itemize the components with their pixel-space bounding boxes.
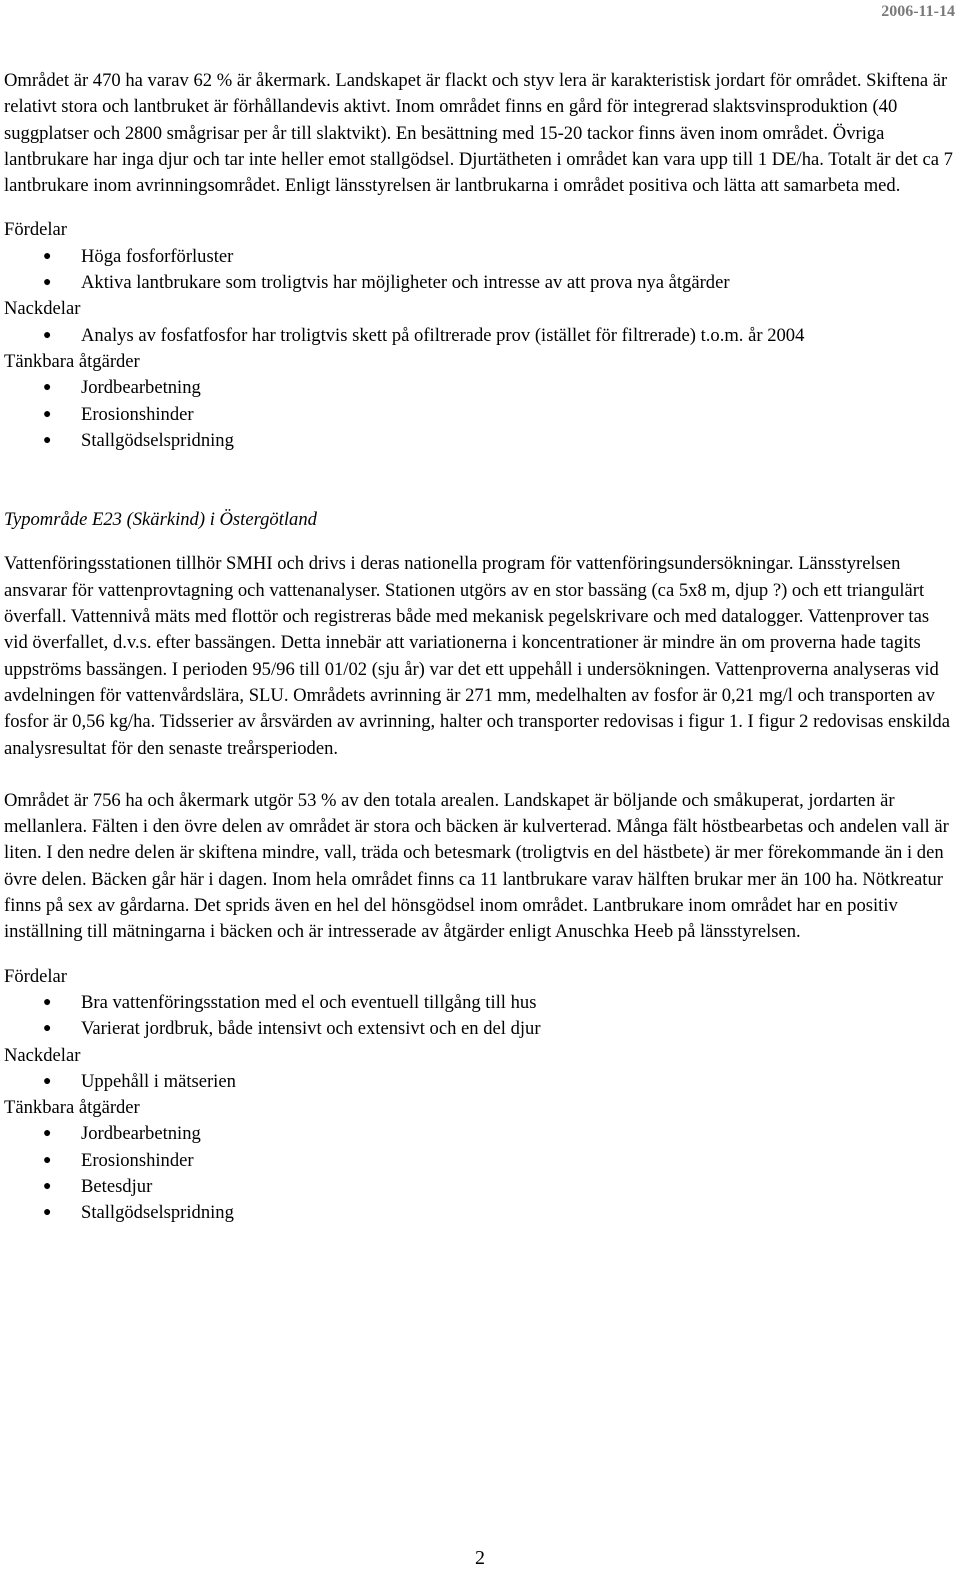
bullet-icon: ● [43, 1152, 52, 1168]
section1-fordelar-list [4, 244, 954, 297]
bullet-icon: ● [43, 1073, 52, 1089]
section2-nackdelar-list [4, 1069, 954, 1095]
list-item: ● Betesdjur [4, 1174, 954, 1200]
page-number: 2 [475, 1547, 485, 1569]
list-item: ● Erosionshinder [4, 1148, 954, 1174]
intro-paragraph: Området är 470 ha varav 62 % är åkermark. Landskapet är flackt och styv lera är karakteristisk jordart för området. Skiftena är relativt stora och lantbruket är förhållandevis aktivt. Inom området finns en gård för integrerad slaktsvinsproduktion (40 suggplatser och 2800 smågrisar per år till slaktvikt). En besättning med 15-20 tackor finns även inom området. Övriga lantbrukare har inga djur och tar inte heller emot stallgödsel. Djurtätheten i området kan vara upp till 1 DE/ha. Totalt är det ca 7 lantbrukare inom avrinningsområdet. Enligt länsstyrelsen är lantbrukarna i området positiva och lätta att samarbeta med. [4, 70, 953, 197]
list-item: ● Jordbearbetning [4, 1121, 954, 1147]
section2-atgarder-heading: Tänkbara åtgärder [4, 1097, 140, 1119]
section1-nackdelar-list [4, 323, 954, 349]
bullet-icon: ● [43, 432, 52, 448]
bullet-icon: ● [43, 1205, 52, 1221]
bullet-icon: ● [43, 275, 52, 291]
section2-title: Typområde E23 (Skärkind) i Östergötland [4, 509, 317, 531]
list-item: ● Aktiva lantbrukare som troligtvis har möjligheter och intresse av att prova nya åtgärder [4, 270, 954, 296]
section1-fordelar-heading: Fördelar [4, 219, 67, 241]
section2-fordelar-heading: Fördelar [4, 965, 67, 987]
section1-atgarder-list [4, 375, 954, 454]
bullet-icon: ● [43, 327, 52, 343]
list-item: ● Erosionshinder [4, 402, 954, 428]
section2-paragraph-2: Området är 756 ha och åkermark utgör 53 % av den totala arealen. Landskapet är böljande och småkuperat, jordarten är mellanlera. Fälten i den övre delen av området är stora och bäcken är kulverterad. Många fält höstbearbetas och andelen vall är liten. I den nedre delen är skiftena mindre, vall, träda och betesmark (troligtvis en del hästbete) är mer förekommande än i den övre delen. Bäcken går här i dagen. Inom hela området finns ca 11 lantbrukare varav hälften brukar mer än 100 ha. Nötkreatur finns på sex av gårdarna. Det sprids även en hel del hönsgödsel inom området. Lantbrukare inom området har en positiv inställning till mätningarna i bäcken och är intresserade av åtgärder enligt Anuschka Heeb på länsstyrelsen. [4, 789, 949, 943]
section2-atgarder-list [4, 1121, 954, 1226]
section1-atgarder-heading: Tänkbara åtgärder [4, 350, 140, 372]
list-item: ● Bra vattenföringsstation med el och eventuell tillgång till hus [4, 990, 954, 1016]
bullet-icon: ● [43, 994, 52, 1010]
list-item: ● Varierat jordbruk, både intensivt och extensivt och en del djur [4, 1016, 954, 1042]
bullet-icon: ● [43, 406, 52, 422]
list-item: ● Analys av fosfatfosfor har troligtvis skett på ofiltrerade prov (istället för filtrerade) t.o.m. år 2004 [4, 323, 954, 349]
section2-nackdelar-heading: Nackdelar [4, 1044, 81, 1066]
section2-fordelar-list [4, 990, 954, 1043]
list-item: ● Jordbearbetning [4, 375, 954, 401]
list-item: ● Stallgödselspridning [4, 428, 954, 454]
bullet-icon: ● [43, 1021, 52, 1037]
bullet-icon: ● [43, 248, 52, 264]
section2-paragraph-1: Vattenföringsstationen tillhör SMHI och drivs i deras nationella program för vattenföringsundersökningar. Länsstyrelsen ansvarar för vattenprovtagning och vattenanalyser. Stationen utgörs av en stor bassäng (ca 5x8 m, djup ?) och ett triangulärt överfall. Vattennivå mäts med flottör och registreras både med mekanisk pegelskrivare och med datalogger. Vattenprover tas vid överfallet, d.v.s. efter bassängen. Detta innebär att variationerna i koncentrationer är mindre än om proverna hade tagits uppströms bassängen. I perioden 95/96 till 01/02 (sju år) var det ett uppehåll i undersökningen. Vattenproverna analyseras vid avdelningen för vattenvårdslära, SLU. Områdets avrinning är 271 mm, medelhalten av fosfor är 0,21 mg/l och transporten av fosfor är 0,56 kg/ha. Tidsserier av årsvärden av avrinning, halter och transporter redovisas i figur 1. I figur 2 redovisas enskilda analysresultat för den senaste treårsperioden. [4, 553, 950, 759]
list-item: ● Uppehåll i mätserien [4, 1069, 954, 1095]
list-item: ● Stallgödselspridning [4, 1200, 954, 1226]
document-body [4, 68, 954, 1227]
bullet-icon: ● [43, 1126, 52, 1142]
bullet-icon: ● [43, 1178, 52, 1194]
list-item: ● Höga fosforförluster [4, 244, 954, 270]
section1-nackdelar-heading: Nackdelar [4, 298, 81, 320]
bullet-icon: ● [43, 380, 52, 396]
header-date: 2006-11-14 [881, 3, 955, 20]
